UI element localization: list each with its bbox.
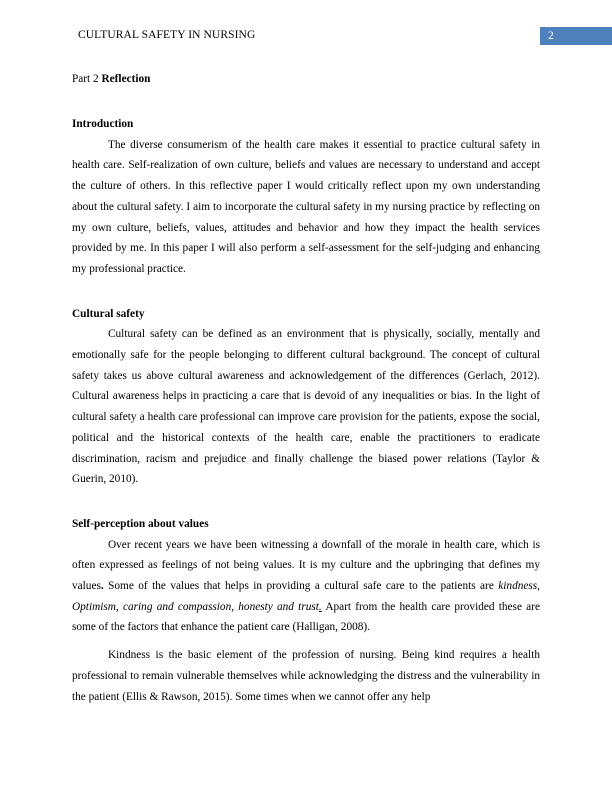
introduction-section	[72, 114, 540, 280]
part-title	[72, 70, 540, 88]
running-head: CULTURAL SAFETY IN NURSING	[78, 29, 256, 41]
values-list: kindness, Optimism, caring and compassion, honesty and trust	[72, 580, 540, 613]
part-prefix: Part 2	[72, 73, 99, 85]
self-perception-paragraph-1: Over recent years we have been witnessing a downfall of the morale in health care, which is often expressed as feelings of not being values. It is my culture and the upbringing that defines my values. Some of the values that helps in providing a cultural safe care to the patients are kindness, Optimism, caring and compassion, honesty and trust. Apart from the health care provided these are some of the factors that enhance the patient care (Halligan, 2008).	[72, 538, 540, 634]
self-perception-heading: Self-perception about values	[72, 517, 209, 530]
self-perception-paragraph-2: Kindness is the basic element of the profession of nursing. Being kind requires a health professional to remain vulnerable themselves while acknowledging the distress and the vulnerability in the patient (Ellis & Rawson, 2015). Some times when we cannot offer any help	[72, 649, 540, 703]
introduction-paragraph: The diverse consumerism of the health care makes it essential to practice cultural safety in health care. Self-realization of own culture, beliefs and values are necessary to understand and accept the culture of others. In this reflective paper I would critically reflect upon my own understanding about the cultural safety. I aim to incorporate the cultural safety in my nursing practice by reflecting on my own culture, beliefs, values, attitudes and behavior and how they impact the health services provided by me. In this paper I will also perform a self-assessment for the self-judging and enhancing my professional practice.	[72, 138, 540, 275]
page-number: 2	[540, 27, 612, 45]
cultural-safety-heading: Cultural safety	[72, 307, 145, 320]
cultural-safety-section	[72, 304, 540, 490]
introduction-heading: Introduction	[72, 118, 134, 130]
document-body	[72, 70, 540, 707]
part-heading: Reflection	[101, 73, 151, 85]
self-perception-section	[72, 514, 540, 707]
cultural-safety-paragraph: Cultural safety can be defined as an environment that is physically, socially, mentally and emotionally safe for the people belonging to different cultural background. The concept of cultural safety takes us above cultural awareness and acknowledgement of the differences (Gerlach, 2012). Cultural awareness helps in practicing a care that is devoid of any inequalities or bias. In the light of cultural safety a health care professional can improve care provision for the patients, expose the social, political and the historical contexts of the health care, enable the practitioners to eradicate discrimination, racism and prejudice and finally challenge the biased power relations (Taylor & Guerin, 2010).	[72, 328, 540, 486]
page-header	[0, 27, 612, 45]
